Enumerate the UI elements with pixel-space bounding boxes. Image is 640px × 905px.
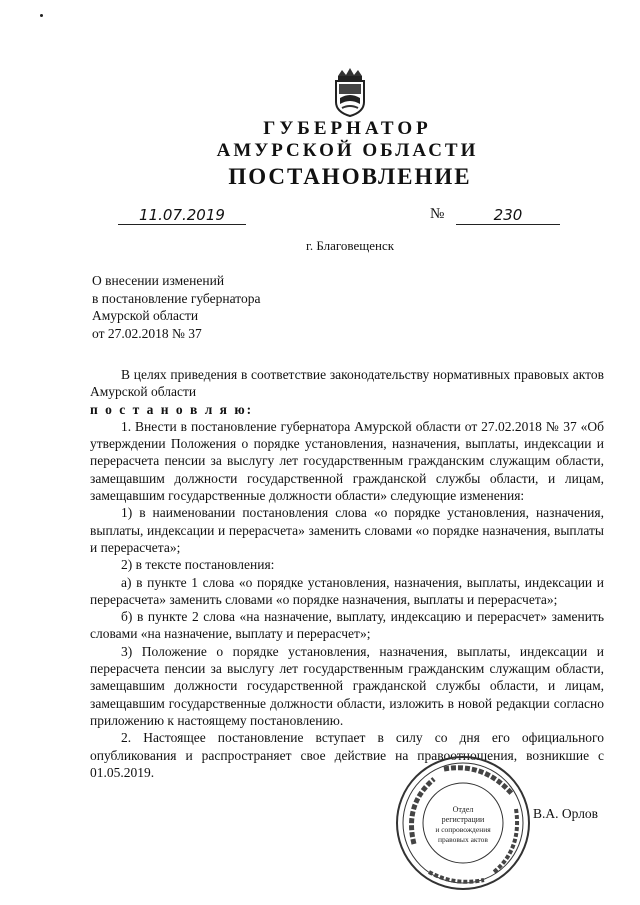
paragraph-1-item-1: 1) в наименовании постановления слова «о порядке установления, назначения, выплаты, индексации и перерасчета» заменить словами «о порядке назначения, выплаты и перерасчета»; [90, 505, 604, 555]
decree-word: п о с т а н о в л я ю: [90, 401, 254, 417]
subject-line: О внесении изменений [92, 273, 225, 288]
document-date: 11.07.2019 [118, 206, 246, 225]
header-title-line2: АМУРСКОЙ ОБЛАСТИ [216, 140, 479, 161]
paragraph-1-item-2: 2) в тексте постановления: [121, 557, 275, 573]
subject-line: Амурской области [92, 308, 199, 323]
number-label: № [430, 206, 445, 222]
paragraph-1-item-3: 3) Положение о порядке установления, назначения, выплаты, индексации и перерасчета пенсии за выслугу лет государственным гражданским служащим области, замещавшим должности государственной гражданской службы области, и лицам, замещавшим государственные должности области, изложить в новой редакции согласно приложению к настоящему постановлению. [90, 643, 604, 728]
preamble: В целях приведения в соответствие законодательству нормативных правовых актов Амурской области [90, 367, 604, 400]
signature-name: В.А. Орлов [533, 806, 599, 821]
seal-center-line: регистрации [441, 815, 485, 824]
paragraph-1-item-2a: а) в пункте 1 слова «о порядке установления, назначения, выплаты, индексации и перерасчета» заменить словами «о порядке назначения, выплаты и перерасчета»; [90, 574, 604, 607]
subject-line: в постановление губернатора [92, 290, 261, 306]
document-body [90, 366, 604, 781]
seal-center-line: и сопровождения [435, 825, 491, 834]
official-seal-stamp [394, 754, 532, 892]
document-number: 230 [456, 206, 560, 225]
paragraph-2: 2. Настоящее постановление вступает в силу со дня его официального опубликования и распространяет свое действие на правоотношения, возникшие с 01.05.2019. [90, 730, 604, 780]
document-subject [92, 272, 260, 342]
seal-center-line: Отдел [452, 805, 474, 814]
paragraph-1-item-2b: б) в пункте 2 слова «на назначение, выплату, индексацию и перерасчет» заменить словами «на назначение, выплату и перерасчет»; [90, 609, 604, 642]
coat-of-arms-icon [330, 66, 370, 118]
paragraph-1: 1. Внести в постановление губернатора Амурской области от 27.02.2018 № 37 «Об утверждении Положения о порядке установления, назначения, выплаты, индексации и перерасчета пенсии за выслугу лет государственным гражданским служащим области, замещавшим должности государственной гражданской службы области, и лицам, замещавшим государственные должности области» следующие изменения: [90, 418, 604, 504]
document-type: ПОСТАНОВЛЕНИЕ [228, 164, 472, 189]
seal-center-line: правовых актов [438, 835, 488, 844]
scan-speck [40, 14, 43, 17]
header-title-line1: ГУБЕРНАТОР [263, 118, 432, 139]
subject-line: от 27.02.2018 № 37 [92, 325, 202, 341]
city: г. Благовещенск [305, 238, 395, 253]
